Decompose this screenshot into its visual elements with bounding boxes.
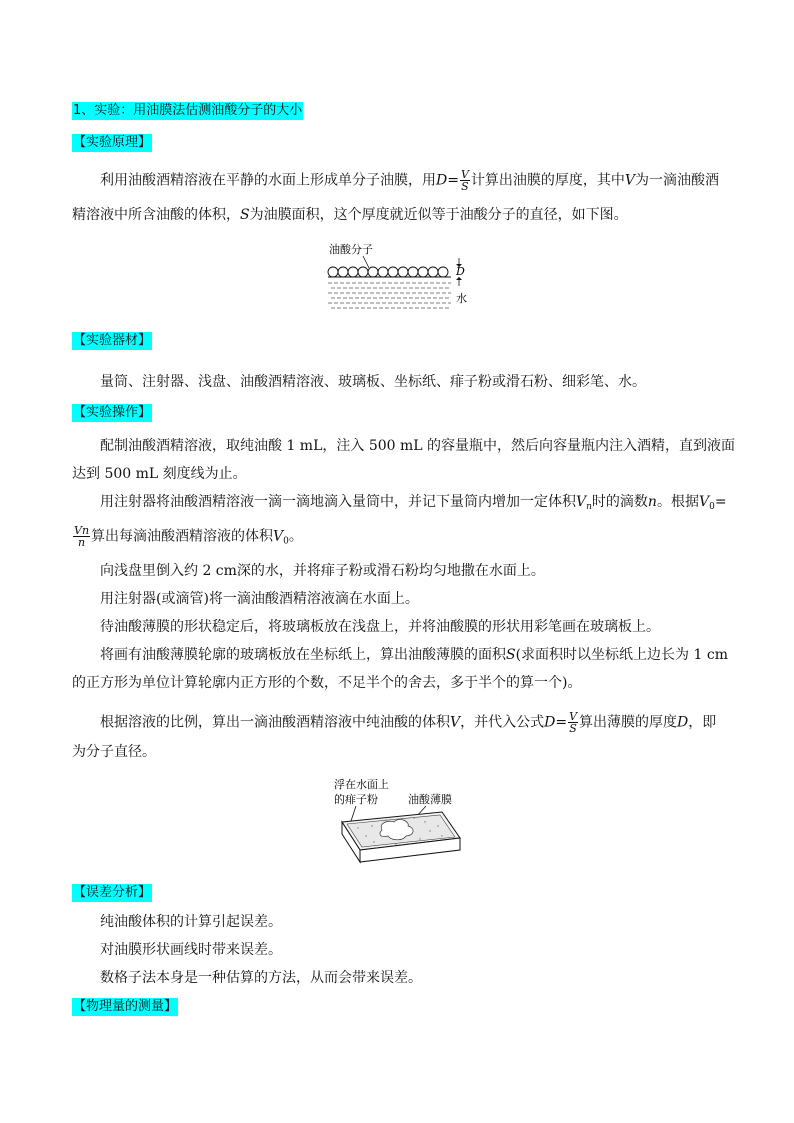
text: 算出每滴油酸酒精溶液的体积 [91,528,274,545]
denominator: S [461,180,469,193]
text: 时的滴数 [591,494,648,510]
monolayer-diagram [325,240,475,312]
equals: = [447,172,459,189]
denominator: n [77,536,86,549]
step-2-line-2 [72,525,303,552]
text: 计算出油膜的厚度，其中 [470,172,625,189]
denominator: S [569,722,577,735]
tray-diagram [330,776,480,872]
step-7-line-1 [100,711,716,734]
text: 为油膜面积，这个厚度就近似等于油酸分子的直径，如下图。 [249,207,628,223]
numerator: V [569,710,578,723]
water-surface [328,283,451,308]
numerator: Vn [74,524,90,537]
numerator: V [460,168,469,181]
step-5: 待油酸薄膜的形状稳定后，将玻璃板放在浅盘上，并将油酸膜的形状用彩笔画在玻璃板上。 [100,619,660,635]
principle-title: 【实验原理】 [73,135,152,150]
step-1-line-1: 配制油酸酒精溶液，取纯油酸 1 mL，注入 500 mL 的容量瓶中，然后向容量瓶内注入酒精，直到液面 [100,438,736,454]
var-d: D [436,172,448,189]
step-6-line-1 [100,645,728,665]
text: 。根据 [656,494,699,510]
principle-line-1 [100,169,719,192]
error-item-3: 数格子法本身是一种估算的方法，从而会带来误差。 [100,970,422,986]
subscript-n: n [586,502,592,512]
text: 为一滴油酸酒 [635,172,720,189]
molecule-row [328,267,448,277]
var-s: S [240,207,250,223]
text: 。 [288,528,303,545]
text: ，即 [688,714,717,731]
step-6-line-2: 的正方形为单位计算轮廓内正方形的个数，不足半个的舍去，多于半个的算一个)。 [72,675,582,691]
text: 精溶液中所含油酸的体积， [72,207,240,223]
equipment-title: 【实验器材】 [73,333,152,348]
var-v0: V [273,528,284,545]
film-label: 油酸薄膜 [408,793,452,806]
step-3: 向浅盘里倒入约 2 cm深的水，并将痱子粉或滑石粉均匀地撒在水面上。 [100,563,545,579]
equipment-text: 量筒、注射器、浅盘、油酸酒精溶液、玻璃板、坐标纸、痱子粉或滑石粉、细彩笔、水。 [100,374,646,390]
text: 利用油酸酒精溶液在平静的水面上形成单分子油膜，用 [100,172,436,189]
error-title: 【误差分析】 [73,885,152,900]
powder-label-line-1: 浮在水面上 [334,778,389,791]
text: (求面积时以坐标纸上边长为 1 cm [515,647,728,663]
text: 根据溶液的比例，算出一滴油酸酒精溶液中纯油酸的体积 [100,714,450,731]
error-item-2: 对油膜形状画线时带来误差。 [100,942,282,958]
var-v: V [624,172,636,189]
var-d: D [544,714,556,731]
measure-title: 【物理量的测量】 [73,999,178,1014]
equals: = [714,494,727,510]
var-d: D [677,714,689,731]
subscript-0: 0 [709,502,715,512]
var-n: n [647,494,657,510]
equals: = [555,714,568,731]
fraction-v-over-s [568,711,578,734]
var-s: S [506,647,516,663]
step-2-line-1 [100,492,727,517]
text: 算出薄膜的厚度 [579,714,678,731]
principle-line-2 [72,205,628,225]
step-4: 用注射器(或滴管)将一滴油酸酒精溶液滴在水面上。 [100,591,419,607]
step-7-line-2: 为分子直径。 [72,744,156,760]
water-label: 水 [456,292,467,305]
error-item-1: 纯油酸体积的计算引起误差。 [100,914,282,930]
subscript-0: 0 [283,536,289,547]
text: 将画有油酸薄膜轮廓的玻璃板放在坐标纸上，算出油酸薄膜的面积 [100,647,506,663]
thickness-label: D [456,265,465,278]
fraction-vn-over-n [73,525,90,548]
fraction-v-over-s [460,169,470,192]
powder-label-line-2: 的痱子粉 [334,793,378,806]
text: 用注射器将油酸酒精溶液一滴一滴地滴入量筒中，并记下量筒内增加一定体积 [100,494,576,510]
text: ，并代入公式 [460,714,545,731]
operation-title: 【实验操作】 [73,405,152,420]
section-heading: 1、实验：用油膜法估测油酸分子的大小 [73,103,303,118]
molecule-label: 油酸分子 [329,243,373,256]
var-v: V [450,714,461,731]
var-v0: V [698,494,710,510]
step-1-line-2: 达到 500 mL 刻度线为止。 [72,466,247,482]
var-v: V [576,494,587,510]
